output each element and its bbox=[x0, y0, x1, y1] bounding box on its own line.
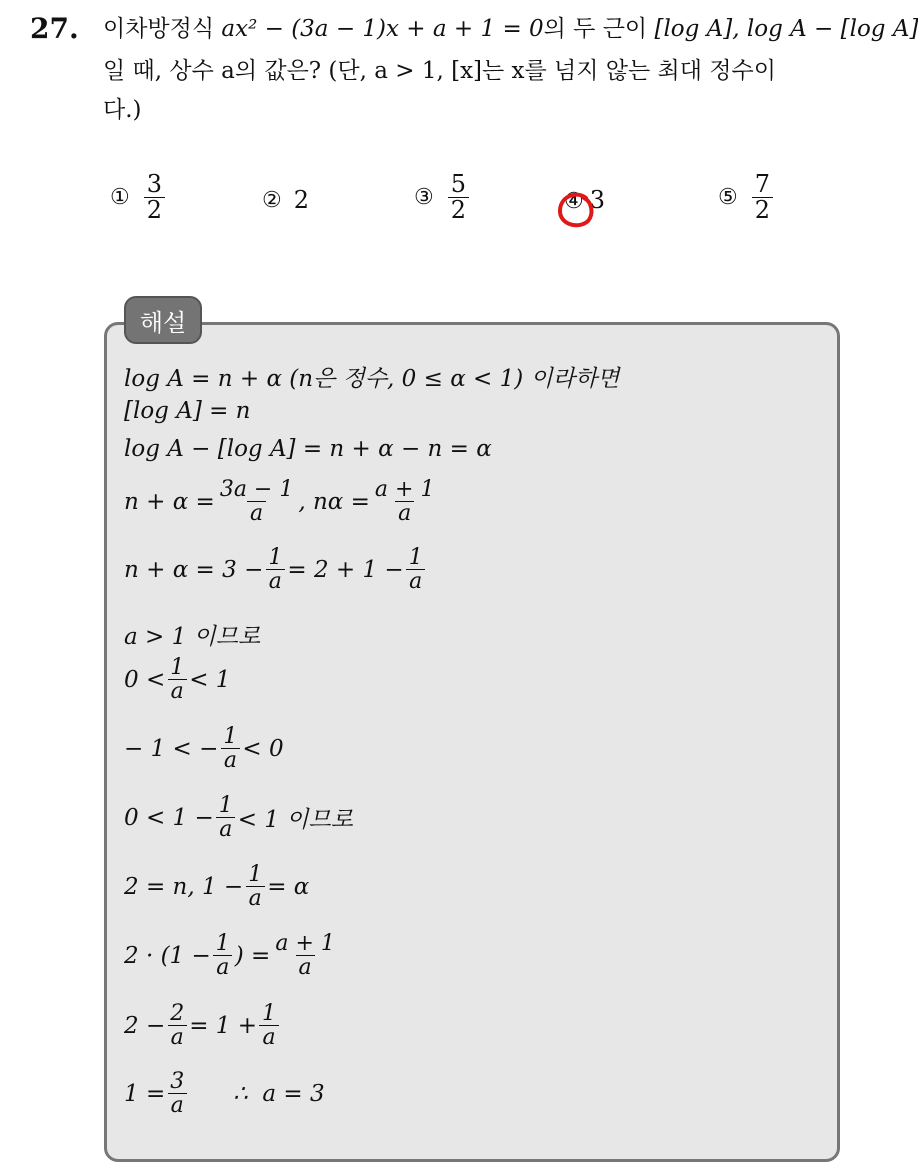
solution-line-12 bbox=[124, 1002, 281, 1049]
denominator: a bbox=[406, 569, 425, 593]
solution-tab: 해설 bbox=[124, 296, 202, 344]
choice-2[interactable] bbox=[262, 186, 309, 214]
numerator: 1 bbox=[215, 931, 230, 956]
numerator: 7 bbox=[754, 170, 771, 198]
numerator: 1 bbox=[408, 545, 423, 570]
solution-text: , nα = bbox=[298, 488, 370, 515]
choice-value: 2 bbox=[293, 186, 310, 214]
fraction bbox=[217, 478, 297, 525]
denominator: a bbox=[216, 817, 235, 841]
choice-4[interactable] bbox=[564, 186, 605, 214]
numerator: 1 bbox=[170, 655, 185, 680]
question-number: 27. bbox=[30, 12, 79, 45]
denominator: a bbox=[221, 748, 240, 772]
solution-text: < 1 이므로 bbox=[237, 807, 353, 834]
choice-5[interactable] bbox=[718, 172, 775, 223]
answer-circle-icon bbox=[556, 192, 596, 230]
denominator: a bbox=[213, 955, 232, 979]
denominator: a bbox=[246, 886, 265, 910]
numerator: 1 bbox=[218, 793, 233, 818]
solution-text: 1 = bbox=[124, 1080, 166, 1107]
denominator: 2 bbox=[144, 197, 165, 223]
choice-marker: ④ bbox=[564, 189, 584, 214]
choice-3[interactable] bbox=[414, 172, 471, 223]
choice-fraction bbox=[448, 172, 469, 223]
numerator: 1 bbox=[268, 545, 283, 570]
numerator: 3 bbox=[170, 1069, 185, 1094]
fraction bbox=[213, 932, 233, 979]
solution-text: ) = bbox=[234, 942, 271, 969]
solution-text: [log A] = n bbox=[124, 398, 251, 424]
question-text: 의 두 근이 bbox=[543, 16, 648, 42]
numerator: 2 bbox=[170, 1001, 185, 1026]
fraction bbox=[167, 656, 187, 703]
numerator: a + 1 bbox=[275, 931, 335, 956]
denominator: a bbox=[168, 679, 187, 703]
fraction bbox=[245, 863, 265, 910]
solution-line-4 bbox=[124, 478, 439, 525]
question-line-1 bbox=[103, 14, 918, 44]
solution-text: < 0 bbox=[242, 735, 284, 762]
solution-text: = 1 + bbox=[189, 1012, 258, 1039]
selected-answer bbox=[564, 186, 596, 214]
fraction bbox=[272, 932, 338, 979]
denominator: a bbox=[168, 1093, 187, 1117]
numerator: a + 1 bbox=[374, 477, 435, 502]
solution-line-9 bbox=[124, 794, 353, 841]
numerator: 1 bbox=[223, 724, 238, 749]
solution-text: 0 < 1 − bbox=[124, 804, 214, 831]
equation: ax² − (3a − 1)x + a + 1 = 0 bbox=[221, 16, 544, 42]
numerator: 1 bbox=[248, 862, 263, 887]
denominator: a bbox=[247, 501, 266, 525]
denominator: a bbox=[266, 569, 285, 593]
choice-value: 3 bbox=[589, 186, 606, 214]
fraction bbox=[220, 725, 240, 772]
choice-fraction bbox=[752, 172, 773, 223]
numerator: 5 bbox=[450, 170, 467, 198]
denominator: a bbox=[395, 501, 414, 525]
choice-marker: ② bbox=[262, 187, 282, 213]
fraction bbox=[372, 478, 438, 525]
solution-line-11 bbox=[124, 932, 340, 979]
answer-choices bbox=[0, 172, 884, 232]
solution-text: < 1 bbox=[189, 666, 231, 693]
solution-text: n + α = bbox=[124, 488, 215, 515]
solution-line-7 bbox=[124, 656, 230, 703]
solution-text: 0 < bbox=[124, 666, 166, 693]
solution-text: log A − [log A] = n + α − n = α bbox=[124, 436, 492, 462]
fraction bbox=[216, 794, 236, 841]
solution-line-8 bbox=[124, 725, 284, 772]
solution-text: = 2 + 1 − bbox=[287, 556, 404, 583]
question-line-2: 일 때, 상수 a의 값은? (단, a > 1, [x]는 x를 넘지 않는 최대 정수이 bbox=[103, 58, 776, 84]
solution-line-10 bbox=[124, 863, 309, 910]
solution-text: − 1 < − bbox=[124, 735, 219, 762]
choice-marker: ⑤ bbox=[718, 185, 738, 211]
denominator: a bbox=[296, 955, 315, 979]
solution-line-2 bbox=[124, 398, 251, 424]
question-line-3: 다.) bbox=[103, 97, 142, 123]
numerator: 3 bbox=[146, 170, 163, 198]
solution-line-5 bbox=[124, 546, 428, 593]
fraction bbox=[167, 1070, 187, 1117]
roots-expression: [log A], log A − [log A] bbox=[654, 16, 918, 42]
solution-text: 2 = n, 1 − bbox=[124, 873, 244, 900]
solution-line-3 bbox=[124, 436, 492, 462]
fraction bbox=[406, 546, 426, 593]
fraction bbox=[259, 1002, 279, 1049]
choice-marker: ③ bbox=[414, 185, 434, 211]
fraction bbox=[167, 1002, 187, 1049]
solution-line-13 bbox=[124, 1070, 325, 1117]
solution-text: log A = n + α (n은 정수, 0 ≤ α < 1) 이라하면 bbox=[124, 366, 620, 392]
denominator: 2 bbox=[752, 197, 773, 223]
solution-line-6 bbox=[124, 618, 260, 651]
numerator: 1 bbox=[262, 1001, 277, 1026]
choice-1[interactable] bbox=[110, 172, 167, 223]
question-text: 이차방정식 bbox=[103, 16, 215, 42]
solution-text: a > 1 이므로 bbox=[124, 624, 261, 650]
solution-text: 2 · (1 − bbox=[124, 942, 211, 969]
conclusion-text: ∴ a = 3 bbox=[189, 1080, 325, 1107]
denominator: 2 bbox=[448, 197, 469, 223]
choice-marker: ① bbox=[110, 185, 130, 211]
numerator: 3a − 1 bbox=[219, 477, 294, 502]
choice-fraction bbox=[144, 172, 165, 223]
denominator: a bbox=[168, 1025, 187, 1049]
fraction bbox=[265, 546, 285, 593]
solution-line-1 bbox=[124, 360, 619, 393]
solution-text: = α bbox=[267, 873, 310, 900]
solution-text: 2 − bbox=[124, 1012, 166, 1039]
denominator: a bbox=[259, 1025, 278, 1049]
solution-text: n + α = 3 − bbox=[124, 556, 264, 583]
